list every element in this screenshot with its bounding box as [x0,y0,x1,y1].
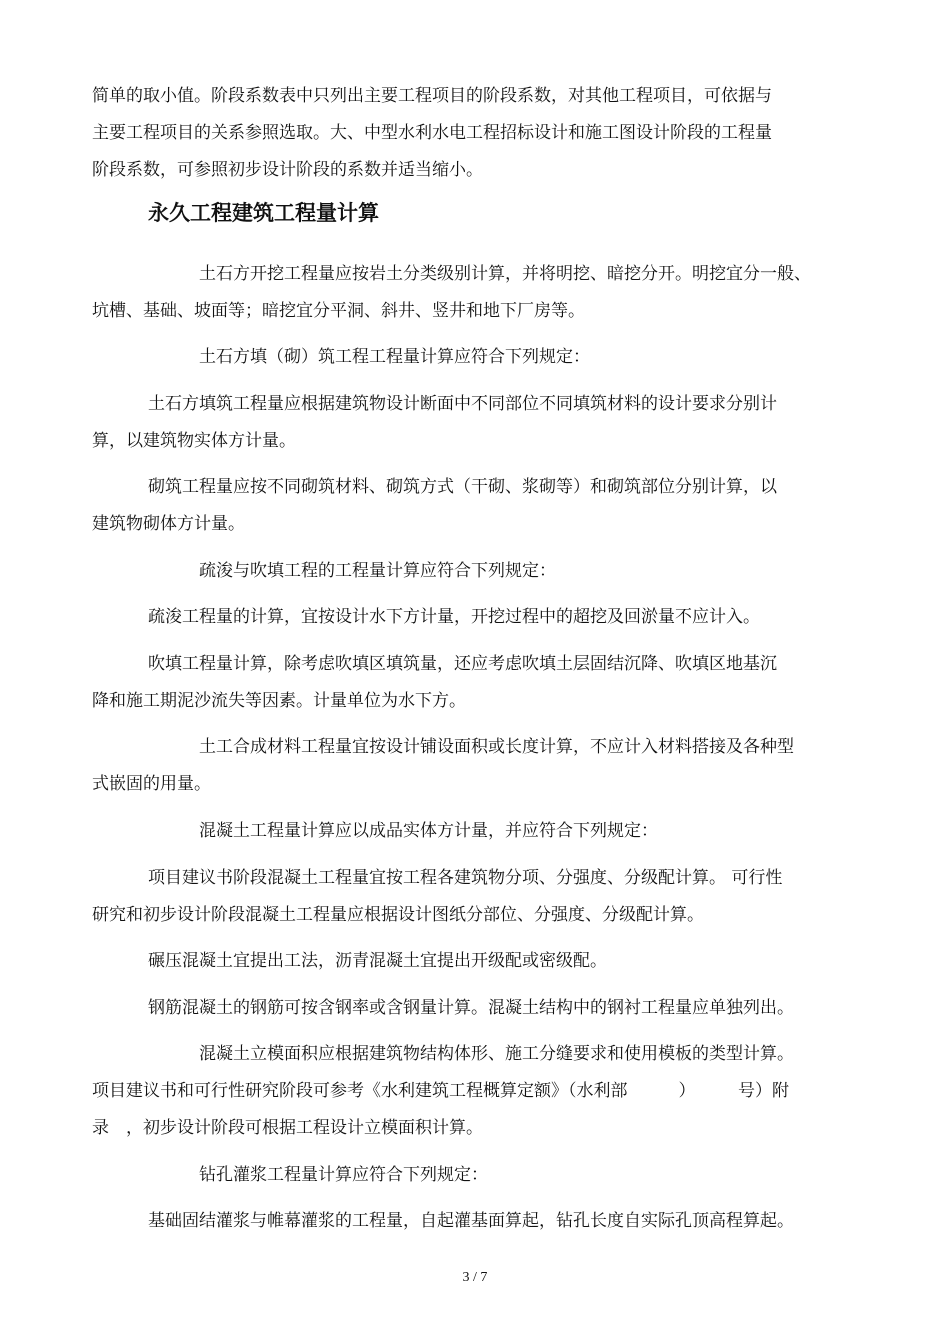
text-line: 降和施工期泥沙流失等因素。计量单位为水下方。 [92,691,466,711]
text-line: 碾压混凝土宜提出工法，沥青混凝土宜提出开级配或密级配。 [148,951,607,971]
text-line: 研究和初步设计阶段混凝土工程量应根据设计图纸分部位、分强度、分级配计算。 [92,905,704,925]
text-line: 砌筑工程量应按不同砌筑材料、砌筑方式（干砌、浆砌等）和砌筑部位分别计算，以 [148,477,777,497]
text-line: 基础固结灌浆与帷幕灌浆的工程量，自起灌基面算起，钻孔长度自实际孔顶高程算起。 [148,1211,794,1231]
text-line: 疏浚与吹填工程的工程量计算应符合下列规定： [199,561,556,581]
text-line: 坑槽、基础、坡面等；暗挖宜分平洞、斜井、竖井和地下厂房等。 [92,301,585,321]
text-line: 项目建议书阶段混凝土工程量宜按工程各建筑物分项、分强度、分级配计算。 可行性 [148,868,783,888]
text-line: 钻孔灌浆工程量计算应符合下列规定： [199,1165,488,1185]
text-line: 项目建议书和可行性研究阶段可参考《水利建筑工程概算定额》（水利部 ） 号）附 [92,1081,789,1101]
text-line: 吹填工程量计算，除考虑吹填区填筑量，还应考虑吹填土层固结沉降、吹填区地基沉 [148,654,777,674]
text-line: 混凝土工程量计算应以成品实体方计量，并应符合下列规定： [199,821,658,841]
text-line: 混凝土立模面积应根据建筑物结构体形、施工分缝要求和使用模板的类型计算。 [199,1044,794,1064]
text-line: 疏浚工程量的计算，宜按设计水下方计量，开挖过程中的超挖及回淤量不应计入。 [148,607,760,627]
text-line: 主要工程项目的关系参照选取。大、中型水利水电工程招标设计和施工图设计阶段的工程量 [92,123,772,143]
text-line: 土工合成材料工程量宜按设计铺设面积或长度计算，不应计入材料搭接及各种型 [199,737,794,757]
text-line: 式嵌固的用量。 [92,774,211,794]
page-number: 3 / 7 [462,1270,488,1285]
text-line: 钢筋混凝土的钢筋可按含钢率或含钢量计算。混凝土结构中的钢衬工程量应单独列出。 [148,998,794,1018]
text-line: 阶段系数，可参照初步设计阶段的系数并适当缩小。 [92,160,483,180]
text-line: 土石方开挖工程量应按岩土分类级别计算，并将明挖、暗挖分开。明挖宜分一般、 [199,264,811,284]
section-heading: 永久工程建筑工程量计算 [148,201,379,225]
text-line: 土石方填（砌）筑工程工程量计算应符合下列规定： [199,347,590,367]
text-line: 简单的取小值。阶段系数表中只列出主要工程项目的阶段系数，对其他工程项目，可依据与 [92,86,772,106]
text-line: 建筑物砌体方计量。 [92,514,245,534]
text-line: 算，以建筑物实体方计量。 [92,431,296,451]
text-line: 土石方填筑工程量应根据建筑物设计断面中不同部位不同填筑材料的设计要求分别计 [148,394,777,414]
text-line: 录 ，初步设计阶段可根据工程设计立模面积计算。 [92,1118,483,1138]
